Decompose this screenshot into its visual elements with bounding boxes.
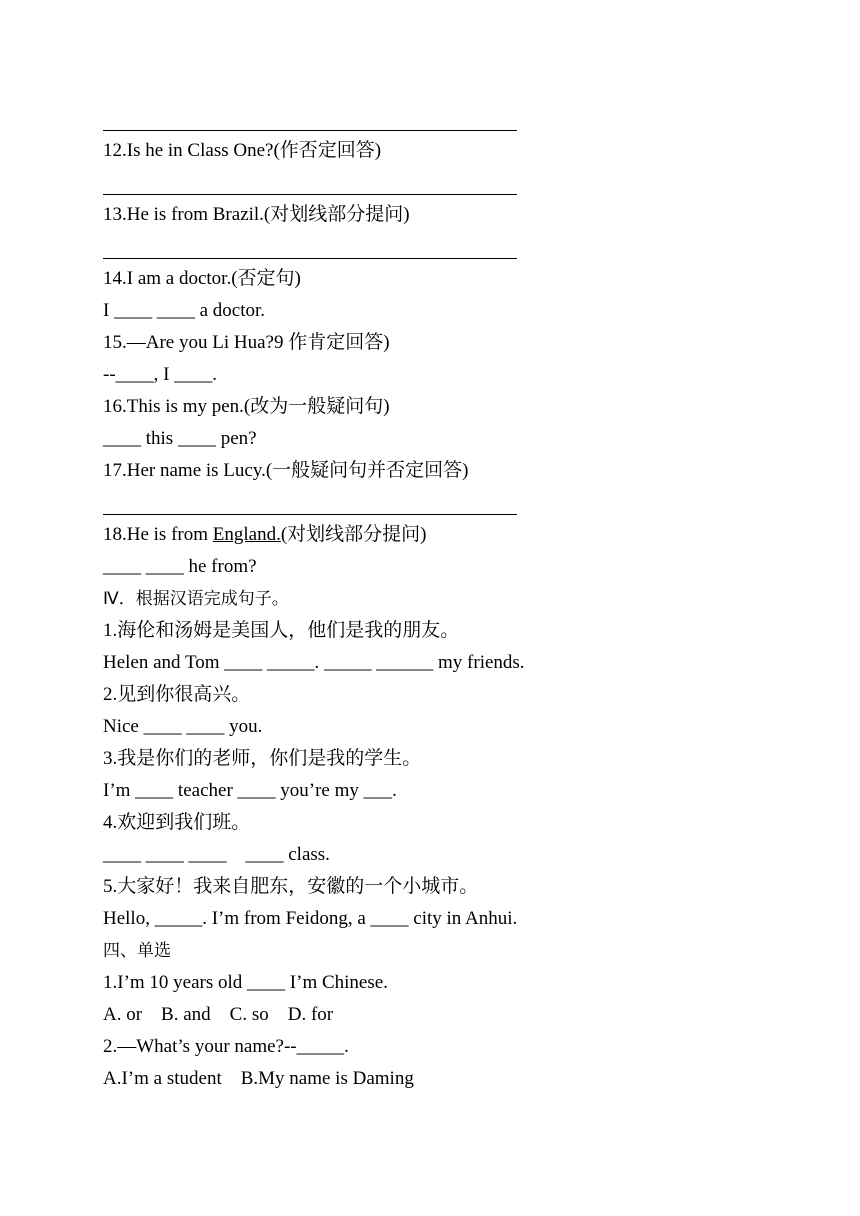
translation-prompt-3: 3.我是你们的老师，你们是我的学生。 bbox=[103, 748, 422, 769]
translation-answer-1: Helen and Tom ____ _____. _____ ______ my friends. bbox=[103, 652, 525, 673]
answer-line bbox=[103, 231, 803, 263]
translation-answer-5: Hello, _____. I’m from Feidong, a ____ city in Anhui. bbox=[103, 908, 518, 929]
question-18-prefix: 18.He is from bbox=[103, 524, 213, 545]
question-16: 16.This is my pen.(改为一般疑问句) bbox=[103, 396, 390, 417]
translation-prompt-4: 4.欢迎到我们班。 bbox=[103, 812, 251, 833]
answer-line bbox=[103, 487, 803, 519]
answer-line bbox=[103, 103, 803, 135]
question-15: 15.—Are you Li Hua?9 作肯定回答) bbox=[103, 332, 390, 353]
choice-question-2: 2.—What’s your name?--_____. bbox=[103, 1036, 349, 1057]
question-17: 17.Her name is Lucy.(一般疑问句并否定回答) bbox=[103, 460, 469, 481]
translation-prompt-2: 2.见到你很高兴。 bbox=[103, 684, 251, 705]
question-18 bbox=[103, 519, 803, 551]
question-13: 13.He is from Brazil.(对划线部分提问) bbox=[103, 204, 410, 225]
question-18-underlined: England. bbox=[212, 524, 281, 545]
translation-answer-3: I’m ____ teacher ____ you’re my ___. bbox=[103, 780, 397, 801]
translation-prompt-5: 5.大家好！我来自肥东，安徽的一个小城市。 bbox=[103, 876, 479, 897]
question-18-suffix: (对划线部分提问) bbox=[280, 524, 427, 545]
translation-answer-4: ____ ____ ____ ____ class. bbox=[103, 844, 330, 865]
section-heading-multiple-choice: 四、单选 bbox=[103, 941, 171, 961]
answer-14: I ____ ____ a doctor. bbox=[103, 300, 266, 321]
question-14: 14.I am a doctor.(否定句) bbox=[103, 268, 301, 289]
section-heading-iv: Ⅳ．根据汉语完成句子。 bbox=[103, 589, 289, 609]
answer-15: --____, I ____. bbox=[103, 364, 217, 385]
answer-16: ____ this ____ pen? bbox=[103, 428, 257, 449]
translation-prompt-1: 1.海伦和汤姆是美国人，他们是我的朋友。 bbox=[103, 620, 460, 641]
choice-question-1: 1.I’m 10 years old ____ I’m Chinese. bbox=[103, 972, 388, 993]
choice-options-1: A. or B. and C. so D. for bbox=[103, 1004, 334, 1025]
answer-18: ____ ____ he from? bbox=[103, 556, 257, 577]
answer-line bbox=[103, 167, 803, 199]
question-12: 12.Is he in Class One?(作否定回答) bbox=[103, 140, 382, 161]
choice-options-2: A.I’m a student B.My name is Daming bbox=[103, 1068, 414, 1089]
translation-answer-2: Nice ____ ____ you. bbox=[103, 716, 263, 737]
worksheet-page bbox=[103, 103, 803, 1095]
